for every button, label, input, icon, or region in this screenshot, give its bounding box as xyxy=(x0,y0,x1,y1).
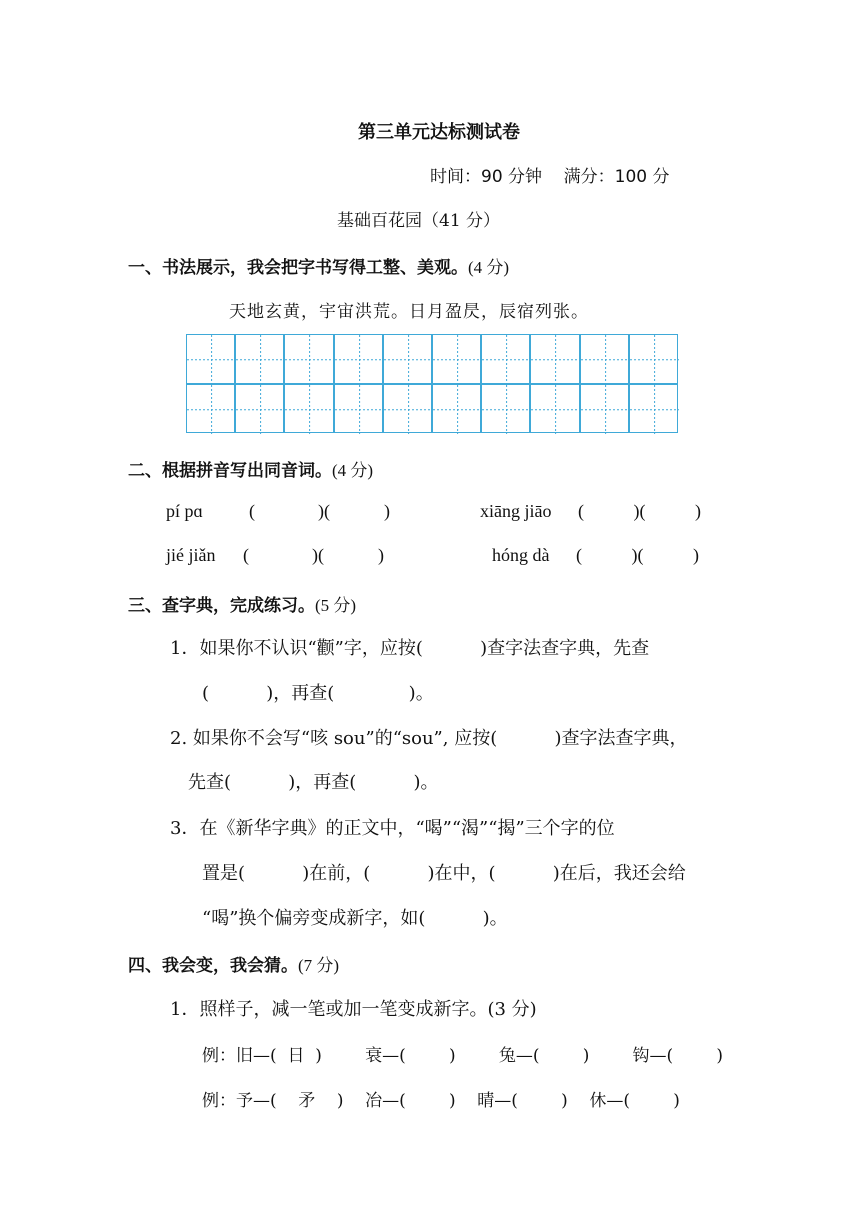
q4-example-row-2: 例：予—( 矛 ) 冶—( ) 晴—( ) 休—( ) xyxy=(202,1091,680,1111)
grid-cell[interactable] xyxy=(580,384,629,434)
q2-pinyin-1a: pí pɑ xyxy=(166,501,203,521)
q4-sub1: 1．照样子，减一笔或加一笔变成新字。(3 分) xyxy=(170,999,537,1020)
grid-cell[interactable] xyxy=(530,384,579,434)
writing-grid[interactable] xyxy=(186,334,678,433)
grid-cell[interactable] xyxy=(580,334,629,384)
grid-cell[interactable] xyxy=(383,334,432,384)
grid-cell[interactable] xyxy=(481,334,530,384)
q1-heading xyxy=(128,253,509,278)
q3-line-1: 1．如果你不认识“颧”字，应按( )查字法查字典，先查 xyxy=(170,638,650,659)
grid-cell[interactable] xyxy=(235,384,284,434)
grid-cell[interactable] xyxy=(383,384,432,434)
q2-blank-2b[interactable]: ( )( ) xyxy=(576,545,699,565)
grid-cell[interactable] xyxy=(334,334,383,384)
grid-cell[interactable] xyxy=(530,334,579,384)
q1-copy-text: 天地玄黄，宇宙洪荒。日月盈昃，辰宿列张。 xyxy=(229,302,589,322)
grid-cell[interactable] xyxy=(481,384,530,434)
q4-example-row-1: 例：旧—( 日 ) 衰—( ) 兔—( ) 钩—( ) xyxy=(202,1046,724,1066)
section-title: 基础百花园（41 分） xyxy=(337,211,501,231)
grid-cell[interactable] xyxy=(629,334,678,384)
q3-line-2: ( )，再查( )。 xyxy=(202,683,434,704)
q2-pinyin-1b: xiāng jiāo xyxy=(480,501,552,521)
q3-line-7: “喝”换个偏旁变成新字，如( )。 xyxy=(202,908,508,929)
q3-line-3: 2. 如果你不会写“咳 sou”的“sou”, 应按( )查字法查字典， xyxy=(170,728,688,749)
q2-heading xyxy=(128,456,373,481)
page-title: 第三单元达标测试卷 xyxy=(358,122,520,143)
exam-meta: 时间：90 分钟 满分：100 分 xyxy=(430,167,670,187)
q2-pinyin-2b: hóng dà xyxy=(492,545,550,565)
q2-pinyin-2a: jié jiǎn xyxy=(166,545,216,565)
grid-cell[interactable] xyxy=(432,384,481,434)
q4-points: (7 分) xyxy=(298,956,340,975)
q1-points: (4 分) xyxy=(468,258,510,277)
q2-blank-1b[interactable]: ( )( ) xyxy=(578,501,701,521)
q2-points: (4 分) xyxy=(332,461,374,480)
q1-heading-text: 一、书法展示，我会把字书写得工整、美观。 xyxy=(128,258,468,278)
grid-cell[interactable] xyxy=(432,334,481,384)
q3-points: (5 分) xyxy=(315,596,357,615)
grid-cell[interactable] xyxy=(235,334,284,384)
grid-cell[interactable] xyxy=(629,384,678,434)
grid-cell[interactable] xyxy=(186,384,235,434)
q4-heading xyxy=(128,951,339,976)
q2-blank-1a[interactable]: ( )( ) xyxy=(249,501,390,521)
q3-line-5: 3．在《新华字典》的正文中，“喝”“渴”“揭”三个字的位 xyxy=(170,818,615,839)
grid-cell[interactable] xyxy=(334,384,383,434)
q2-heading-text: 二、根据拼音写出同音词。 xyxy=(128,461,332,481)
q2-blank-2a[interactable]: ( )( ) xyxy=(243,545,384,565)
grid-cell[interactable] xyxy=(284,384,333,434)
q3-heading-text: 三、查字典，完成练习。 xyxy=(128,596,315,616)
q3-line-4: 先查( )，再查( )。 xyxy=(188,772,439,793)
q3-line-6: 置是( )在前，( )在中，( )在后，我还会给 xyxy=(202,863,686,884)
q4-heading-text: 四、我会变，我会猜。 xyxy=(128,956,298,976)
grid-cell[interactable] xyxy=(186,334,235,384)
grid-cell[interactable] xyxy=(284,334,333,384)
q3-heading xyxy=(128,591,356,616)
